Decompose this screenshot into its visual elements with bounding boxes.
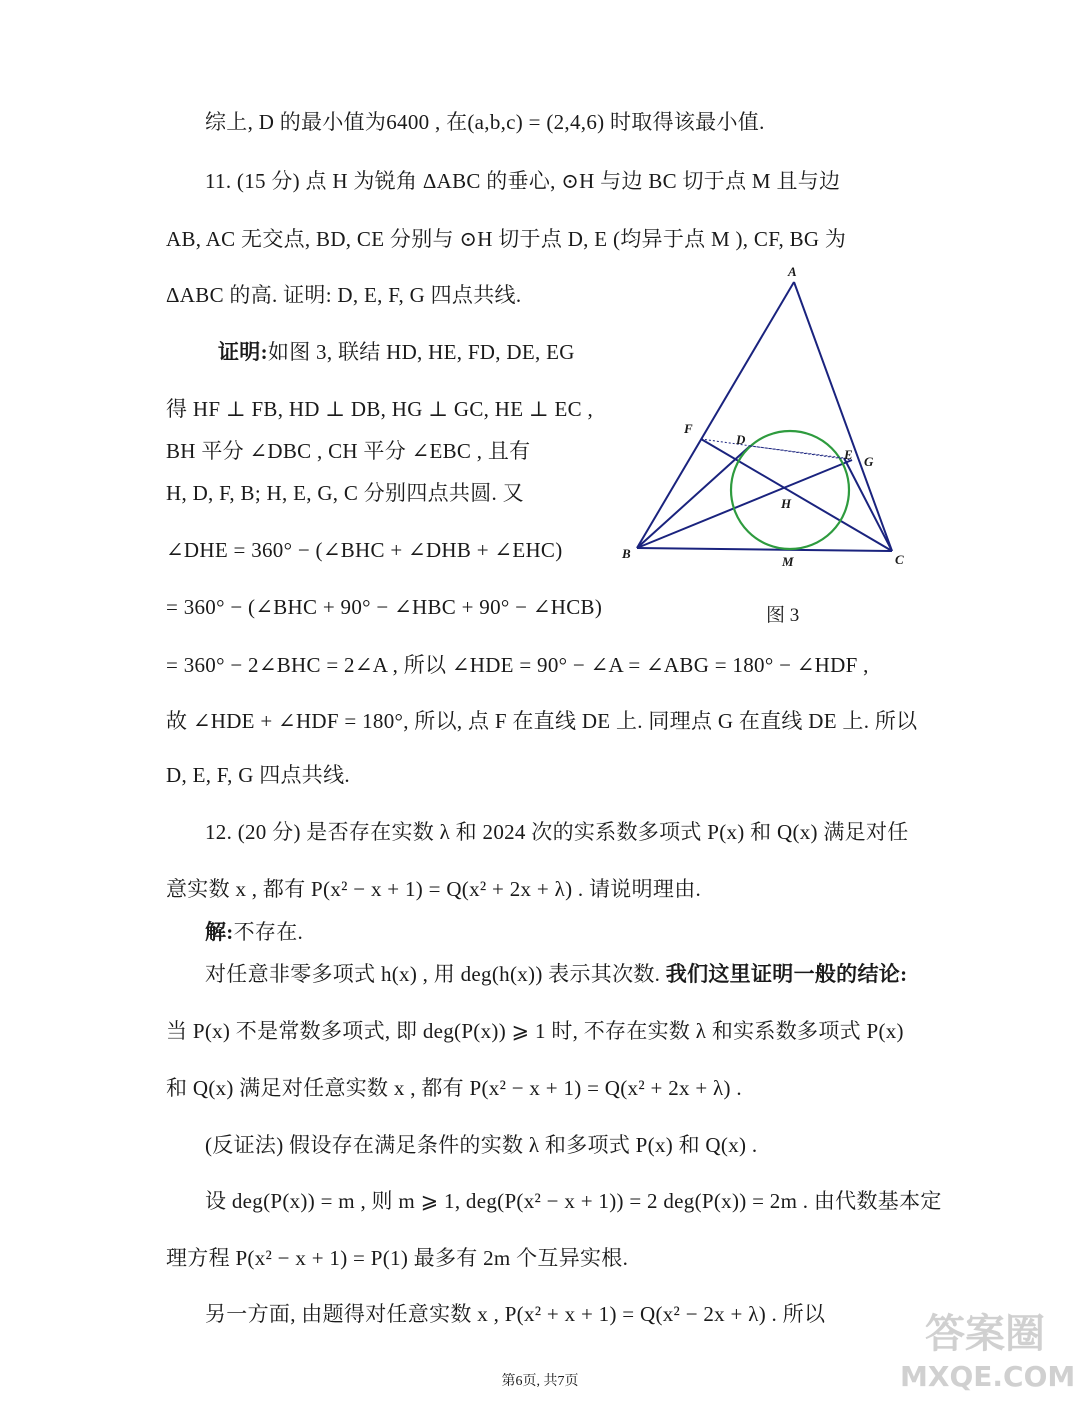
altitude-BG (637, 460, 852, 548)
label-H: H (781, 496, 792, 511)
text-line-13: D, E, F, G 四点共线. (166, 763, 350, 787)
geometry-figure (610, 262, 930, 582)
watermark-logo (900, 1308, 1076, 1408)
angle-equation-2: = 360° − (∠BHC + 90° − ∠HBC + 90° − ∠HCB) (166, 595, 603, 619)
text-line-23: 另一方面, 由题得对任意实数 x , P(x² + x + 1) = Q(x² − 2x + λ) . 所以 (205, 1302, 826, 1326)
segment-AC (794, 282, 892, 551)
text-line-12: 故 ∠HDE + ∠HDF = 180°, 所以, 点 F 在直线 DE 上. 同理点 G 在直线 DE 上. 所以 (166, 709, 918, 733)
angle-equation-3: = 360° − 2∠BHC = 2∠A , 所以 ∠HDE = 90° − ∠A = ∠ABG = 180° − ∠HDF , (166, 653, 869, 677)
text-line-21: 设 deg(P(x)) = m , 则 m ⩾ 1, deg(P(x² − x + 1)) = 2 deg(P(x)) = 2m . 由代数基本定 (205, 1189, 942, 1213)
tangent-BD (637, 446, 750, 548)
label-F: F (684, 421, 693, 436)
text-line-17 (205, 960, 907, 988)
text-line-19: 和 Q(x) 满足对任意实数 x , 都有 P(x² − x + 1) = Q(x² + 2x + λ) . (166, 1076, 742, 1100)
problem-12-header: 12. (20 分) 是否存在实数 λ 和 2024 次的实系数多项式 P(x) 和 Q(x) 满足对任 (205, 820, 909, 844)
angle-equation-1: ∠DHE = 360° − (∠BHC + ∠DHB + ∠EHC) (166, 538, 563, 562)
solution-line (205, 918, 303, 946)
segment-AB (637, 282, 794, 548)
dotted-segment-FG (701, 439, 852, 460)
watermark-top-text: 答案圈 (925, 1311, 1045, 1357)
label-D: D (736, 432, 746, 447)
watermark-bottom-text: MXQE.COM (900, 1360, 1076, 1393)
label-E: E (844, 447, 853, 462)
text-line-1: 综上, D 的最小值为6400 , 在(a,b,c) = (2,4,6) 时取得该最小值. (205, 110, 765, 134)
text-line-3: AB, AC 无交点, BD, CE 分别与 ⊙H 切于点 D, E (均异于点 M ), CF, BG 为 (166, 227, 847, 251)
segment-BC (637, 548, 892, 551)
label-C: C (895, 552, 904, 567)
proof-label: 证明: (218, 340, 268, 364)
degree-definition-text: 对任意非零多项式 h(x) , 用 deg(h(x)) 表示其次数. (205, 962, 666, 986)
proof-intro-line (218, 338, 575, 366)
page-footer: 第6页, 共7页 (501, 1374, 579, 1389)
label-B: B (622, 546, 631, 561)
proof-intro-text: 如图 3, 联结 HD, HE, FD, DE, EG (267, 340, 575, 364)
text-line-8: H, D, F, B; H, E, G, C 分别四点共圆. 又 (166, 481, 524, 505)
text-line-20: (反证法) 假设存在满足条件的实数 λ 和多项式 P(x) 和 Q(x) . (205, 1133, 758, 1157)
text-line-18: 当 P(x) 不是常数多项式, 即 deg(P(x)) ⩾ 1 时, 不存在实数 λ 和实系数多项式 P(x) (166, 1019, 904, 1043)
text-line-15: 意实数 x , 都有 P(x² − x + 1) = Q(x² + 2x + λ) . 请说明理由. (166, 877, 702, 901)
figure-caption: 图 3 (766, 605, 800, 626)
label-M: M (782, 554, 794, 569)
label-G: G (864, 454, 874, 469)
text-line-6: 得 HF ⊥ FB, HD ⊥ DB, HG ⊥ GC, HE ⊥ EC , (166, 397, 594, 421)
text-line-22: 理方程 P(x² − x + 1) = P(1) 最多有 2m 个互异实根. (166, 1246, 629, 1270)
problem-11-header: 11. (15 分) 点 H 为锐角 ΔABC 的垂心, ⊙H 与边 BC 切于点 M 且与边 (205, 169, 841, 193)
text-line-4: ΔABC 的高. 证明: D, E, F, G 四点共线. (166, 283, 522, 307)
conclusion-label: 我们这里证明一般的结论: (665, 962, 908, 986)
solution-text: 不存在. (233, 920, 304, 944)
incircle-H (731, 431, 849, 549)
label-A: A (788, 264, 797, 279)
text-line-7: BH 平分 ∠DBC , CH 平分 ∠EBC , 且有 (166, 439, 531, 463)
solution-label: 解: (205, 920, 234, 944)
